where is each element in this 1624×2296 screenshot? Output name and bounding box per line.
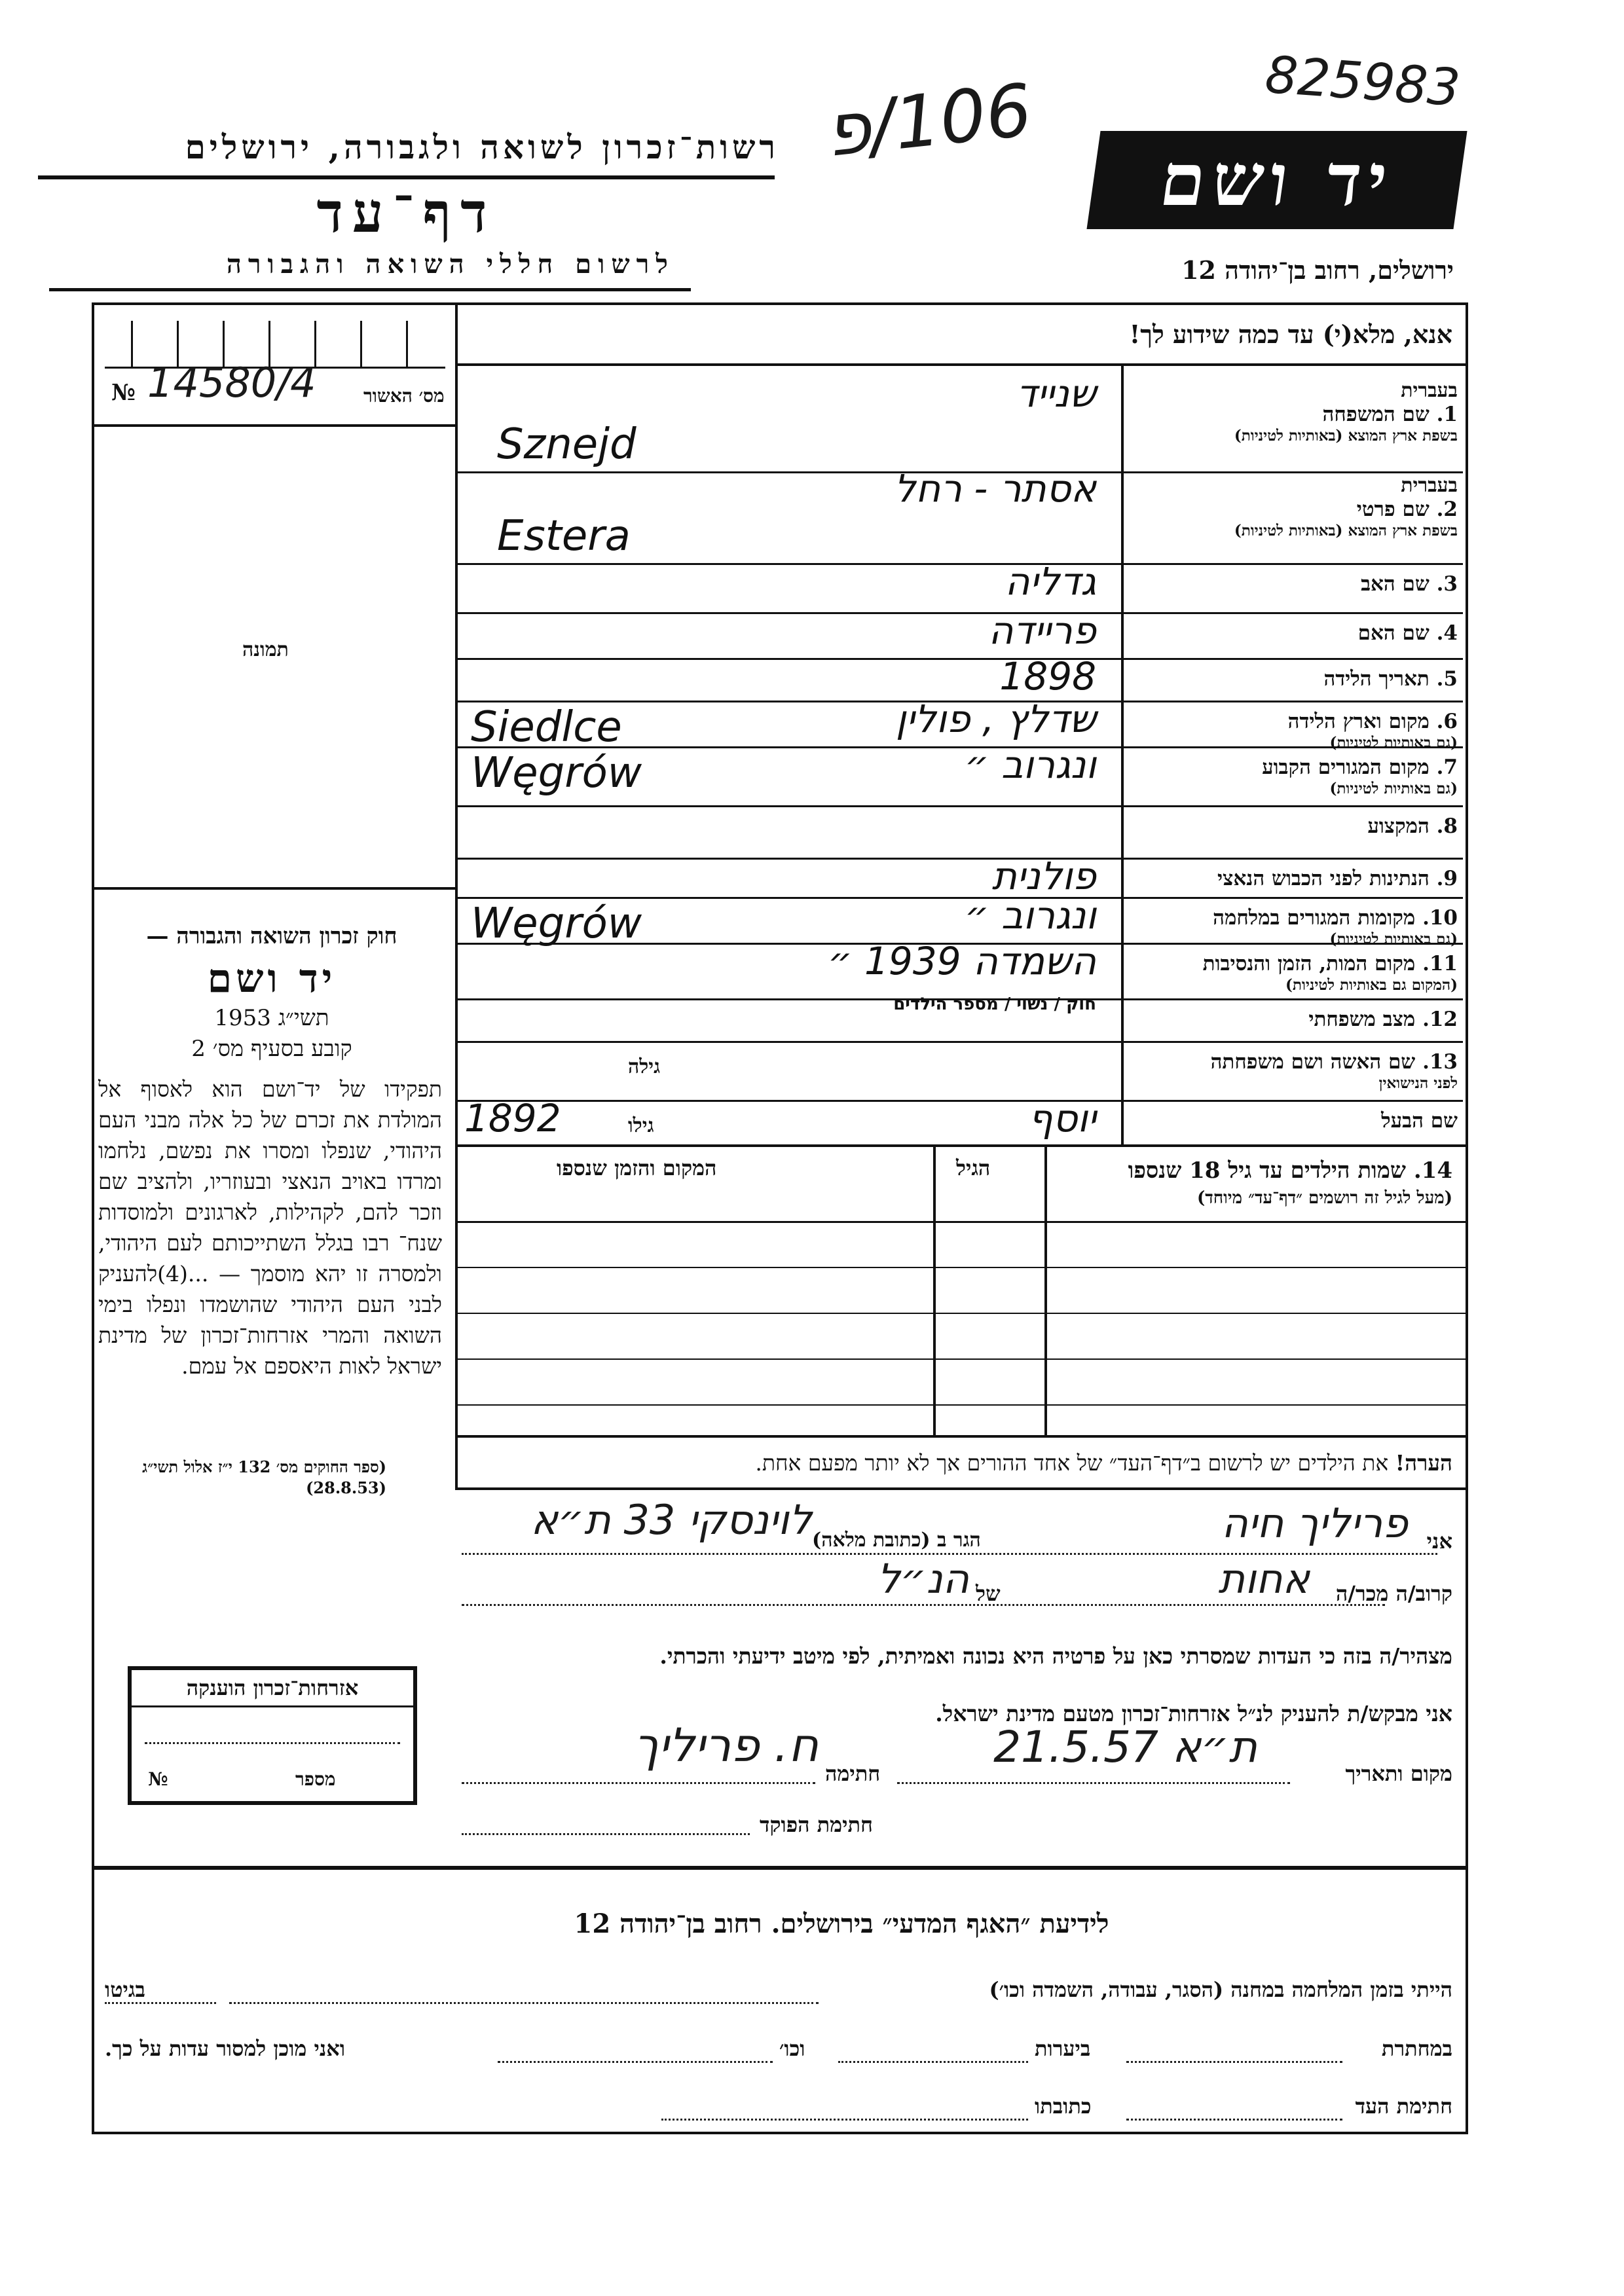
- declaration-of-label: של: [976, 1581, 1001, 1606]
- law-name: יד ושם: [207, 956, 337, 1002]
- field-label-text: שם פרטי: [1356, 498, 1430, 521]
- officer-signature-label: חתימת הפוקד: [760, 1812, 873, 1837]
- children-row-rule-4: [455, 1404, 1466, 1406]
- field-value-hebrew: פריידה: [988, 608, 1096, 653]
- photo-label: תמונה: [242, 638, 289, 661]
- handwritten-reference: 106/פ: [821, 67, 1036, 173]
- field-value-hebrew: ונגרוב ״: [965, 742, 1096, 787]
- field-row: [458, 608, 1463, 660]
- field-label: [1130, 952, 1458, 995]
- field-label: [1130, 403, 1458, 446]
- citizenship-box-line: [145, 1742, 400, 1744]
- field-label-text: שם הבעל: [1381, 1109, 1458, 1133]
- declarant-of-value: הנ״ל: [877, 1555, 969, 1603]
- field-row: [458, 994, 1463, 1043]
- footer-line-2-end: ואני מוכן למסור עדות על כך.: [105, 2036, 346, 2061]
- field-row: [458, 559, 1463, 614]
- field-label-text: מקומות המגורים במלחמה: [1213, 906, 1416, 930]
- field-label: [1130, 756, 1458, 799]
- request-rule: [455, 363, 1466, 366]
- field-note: (גם באותיות לטיניות): [1329, 734, 1458, 752]
- subtitle-rule: [49, 288, 691, 291]
- footer-line-1: הייתי בזמן המלחמה במחנה (הסגר, עבודה, השמדה וכו׳): [989, 1977, 1452, 2002]
- citizenship-box: [128, 1666, 417, 1805]
- place-date-label: מקום ותאריך: [1345, 1761, 1452, 1786]
- field-number: 4.: [1436, 621, 1458, 645]
- footer-witness-signature: חתימת העד: [1355, 2094, 1452, 2119]
- field-label-text: מקום המגורים הקבוע: [1262, 756, 1430, 779]
- children-title: [1128, 1157, 1452, 1184]
- field-note: בשפת ארץ המוצא (באותיות לטיניות): [1234, 427, 1458, 445]
- declaration-line-2: [462, 1604, 1385, 1606]
- signature-label: חתימה: [825, 1761, 881, 1786]
- law-title: חוק זכרון השואה והגבורה —: [146, 923, 397, 949]
- field-number: 9.: [1436, 867, 1458, 890]
- field-value-latin: Siedlce: [471, 703, 622, 752]
- signature-line: [462, 1782, 815, 1784]
- field-row: [458, 1096, 1463, 1146]
- remark-bottom-rule: [455, 1487, 1466, 1490]
- footer-separator: [92, 1866, 1466, 1870]
- footer-line-1-blank: [229, 2002, 819, 2004]
- remark: [755, 1450, 1452, 1476]
- field-number: 7.: [1436, 756, 1458, 779]
- children-row-rule-3: [455, 1358, 1466, 1360]
- logo-text: יד ושם: [1154, 137, 1399, 222]
- field-label-text: מקום וארץ הלידה: [1287, 710, 1430, 733]
- form-title: דף־עד: [316, 180, 496, 245]
- field-age-value: 1892: [464, 1096, 561, 1140]
- officer-signature-line: [462, 1833, 750, 1835]
- yad-vashem-logo: [1086, 131, 1467, 229]
- field-row: [458, 893, 1463, 948]
- field-number: 8.: [1436, 814, 1458, 838]
- footer-forests-blank: [838, 2061, 1028, 2063]
- field-number: 6.: [1436, 710, 1458, 733]
- field-label: [1130, 572, 1458, 596]
- field-number: 13.: [1422, 1050, 1458, 1074]
- form-subtitle: לרשום חללי השואה והגבורה: [226, 249, 674, 280]
- photo-bottom-rule: [92, 887, 456, 890]
- field-label: [1130, 1109, 1458, 1133]
- declaration-request: אני מבקש/ת להעניק לנ״ל אזרחות־זכרון מטעם מדינת ישראל.: [935, 1701, 1452, 1726]
- children-bottom-rule: [455, 1435, 1466, 1438]
- field-row: [458, 939, 1463, 1000]
- authority-name: רשות־זכרון לשואה ולגבורה, ירושלים: [185, 128, 779, 166]
- footer-line-1-end-blank: [105, 2002, 216, 2004]
- footer-underground-blank: [1126, 2061, 1342, 2063]
- place-date-value: ת״א 21.5.57: [993, 1722, 1257, 1772]
- field-label-text: הנתינות לפני הכבוש הנאצי: [1217, 867, 1430, 890]
- children-row-rule-1: [455, 1267, 1466, 1268]
- footer-forests: ביערות: [1035, 2036, 1091, 2061]
- field-label: [1130, 667, 1458, 691]
- declarant-name: פריליך חיה: [1221, 1499, 1408, 1547]
- children-col-place: המקום והזמן שנספו: [557, 1156, 717, 1180]
- field-note: לפני הנישואין: [1378, 1074, 1458, 1092]
- citizenship-box-title: אזרחות־זכרון הוענקה: [132, 1675, 413, 1707]
- children-note: (מעל לגיל זה רושמים ״דף־עד״ מיוחד): [1196, 1188, 1452, 1208]
- field-hebrew-tag: בעברית: [1401, 379, 1458, 402]
- field-note: (גם באותיות לטיניות): [1329, 930, 1458, 948]
- field-value-hebrew: 1898: [999, 654, 1096, 699]
- citizenship-box-prefix: №: [148, 1768, 168, 1790]
- field-note: (גם באותיות לטיניות): [1329, 780, 1458, 797]
- field-value-hebrew: שדלץ , פולין: [895, 697, 1096, 741]
- field-value-latin: Węgrów: [471, 900, 642, 948]
- field-number: 2.: [1436, 498, 1458, 521]
- declaration-relation-label: קרוב/ה מכר/ה: [1335, 1581, 1452, 1606]
- field-value-latin: Sznejd: [497, 420, 637, 469]
- field-value-hebrew: אסתר - רחל: [894, 466, 1096, 511]
- archive-number: 825983: [1263, 45, 1462, 118]
- footer-witness-address: כתובתו: [1035, 2094, 1092, 2119]
- field-row: [458, 742, 1463, 807]
- field-number: 3.: [1436, 572, 1458, 596]
- approval-rule: [92, 424, 456, 427]
- remark-text: את הילדים יש לרשום ב״דף־העד״ של אחד ההורים אך לא יותר מפעם אחת.: [755, 1450, 1389, 1476]
- law-text: תפקידו של יד־ושם הוא לאסוף אל המולדת את זכרם של כל אלה מבני העם היהודי, שנפלו ומסרו את נפשם, נלחמו ומרדו באויב הנאצי ובעוזריו, ולהציב שם וזכר להם, לקהילות, לארגונים ולמוסדות שנח־ רבו בגלל השתייכותם לעם היהודי, ולמסרה זו יהא מוסמך — ...(4)להעניק לבני העם היהודי שהושמדו ונפלו בימי השואה והמרי אזרחות־זכרון של מדינת ישראל לאות היאספם אל עמם.: [98, 1076, 442, 1379]
- place-date-line: [897, 1782, 1290, 1784]
- field-number: 11.: [1422, 952, 1458, 975]
- children-col-divider-2: [933, 1147, 936, 1435]
- field-value-hebrew: השמדה 1939 ״: [828, 939, 1096, 983]
- field-row: [458, 805, 1463, 860]
- approval-number: 14580/4: [147, 359, 316, 407]
- footer-etc: וכו׳: [779, 2036, 805, 2061]
- field-value-hebrew: פולנית: [991, 854, 1096, 898]
- children-header-rule: [455, 1221, 1466, 1223]
- law-year: תשי״ג 1953: [214, 1005, 329, 1031]
- field-value-hebrew: ונגרוב ״: [965, 893, 1096, 938]
- address: ירושלים, רחוב בן־יהודה 12: [1181, 255, 1454, 285]
- declaration-lives-label: הגר ב (כתובת מלאה): [812, 1529, 981, 1552]
- footer-witness-signature-blank: [1126, 2119, 1342, 2121]
- field-label: [1130, 498, 1458, 541]
- field-label-text: תאריך הלידה: [1323, 667, 1430, 691]
- field-label: [1130, 867, 1458, 890]
- approval-label: מס׳ האשור: [363, 385, 445, 407]
- field-value-latin: Estera: [497, 512, 631, 560]
- footer-title: לידיעת ״האגף המדעי״ בירושלים. רחוב בן־יהודה 12: [574, 1908, 1109, 1939]
- header-rule: [38, 175, 775, 179]
- field-number: 10.: [1422, 906, 1458, 930]
- field-label: [1130, 814, 1458, 838]
- field-row: [458, 697, 1463, 752]
- field-hebrew-tag: בעברית: [1401, 474, 1458, 497]
- declarant-address: לוינסקי 33 ת״א: [530, 1496, 812, 1544]
- children-row-rule-2: [455, 1313, 1466, 1314]
- field-label-text: שם האשה ושם משפחתה: [1210, 1050, 1416, 1074]
- children-col-divider-1: [1044, 1147, 1047, 1435]
- children-title-text: שמות הילדים עד גיל 18 שנספו: [1128, 1157, 1406, 1184]
- signature-value: ח. פריליך: [633, 1719, 819, 1772]
- field-label-text: מצב משפחתי: [1308, 1008, 1416, 1031]
- field-number: 1.: [1436, 403, 1458, 426]
- footer-witness-address-blank: [661, 2119, 1028, 2121]
- footer-underground: במחתרת: [1381, 2036, 1452, 2061]
- field-age-label: גילו: [628, 1114, 654, 1137]
- law-source: (ספר החוקים מס׳ 132 י״ז אלול תשי״ג (28.8.53): [142, 1457, 386, 1497]
- remark-label: הערה!: [1395, 1450, 1452, 1476]
- field-age-label: גילה: [628, 1055, 661, 1078]
- children-num: 14.: [1413, 1157, 1452, 1184]
- field-value-hebrew: יוסף: [1028, 1096, 1096, 1140]
- field-number: 12.: [1422, 1008, 1458, 1031]
- field-label-text: שם האם: [1357, 621, 1430, 645]
- law-section: קובע בסעיף מס׳ 2: [191, 1036, 352, 1062]
- field-value-hebrew: שנייד: [1016, 371, 1096, 416]
- field-label-text: המקצוע: [1367, 814, 1430, 838]
- field-note: בשפת ארץ המוצא (באותיות לטיניות): [1234, 522, 1458, 539]
- field-row: [458, 371, 1463, 473]
- declaration-i-label: אני: [1426, 1529, 1452, 1554]
- approval-prefix: №: [111, 380, 136, 406]
- declarant-relation: אחות: [1218, 1555, 1310, 1603]
- field-value-latin: Węgrów: [471, 749, 642, 797]
- field-row: [458, 466, 1463, 565]
- field-label: [1130, 1008, 1458, 1031]
- field-label-text: שם האב: [1361, 572, 1430, 596]
- field-label: [1130, 621, 1458, 645]
- field-row: [458, 654, 1463, 702]
- field-label: [1130, 1050, 1458, 1093]
- children-top-rule: [455, 1144, 1466, 1147]
- field-label-text: מקום המות, הזמן והנסיבות: [1202, 952, 1416, 975]
- declaration-statement: מצהיר/ה בזה כי העדות שמסרתי כאן על פרטיה היא נכונה ואמיתית, לפי מיטב ידיעתי והכרתי.: [659, 1643, 1452, 1669]
- footer-etc-blank: [498, 2061, 773, 2063]
- fill-request: אנא, מלא(י) עד כמה שידוע לך!: [1129, 319, 1452, 349]
- field-label-text: שם המשפחה: [1322, 403, 1430, 426]
- field-value-hebrew: גדליה: [1005, 559, 1096, 604]
- field-value-hebrew: חוק / נשוי / מספר הילדים: [893, 994, 1096, 1014]
- field-row: [458, 1041, 1463, 1102]
- footer-line-1-end: בגיטו: [105, 1977, 145, 2002]
- children-col-age: הגיל: [956, 1156, 991, 1180]
- citizenship-box-number-label: מספר: [295, 1768, 336, 1790]
- field-number: 5.: [1436, 667, 1458, 691]
- field-note: (המקום גם באותיות לטיניות): [1285, 976, 1458, 994]
